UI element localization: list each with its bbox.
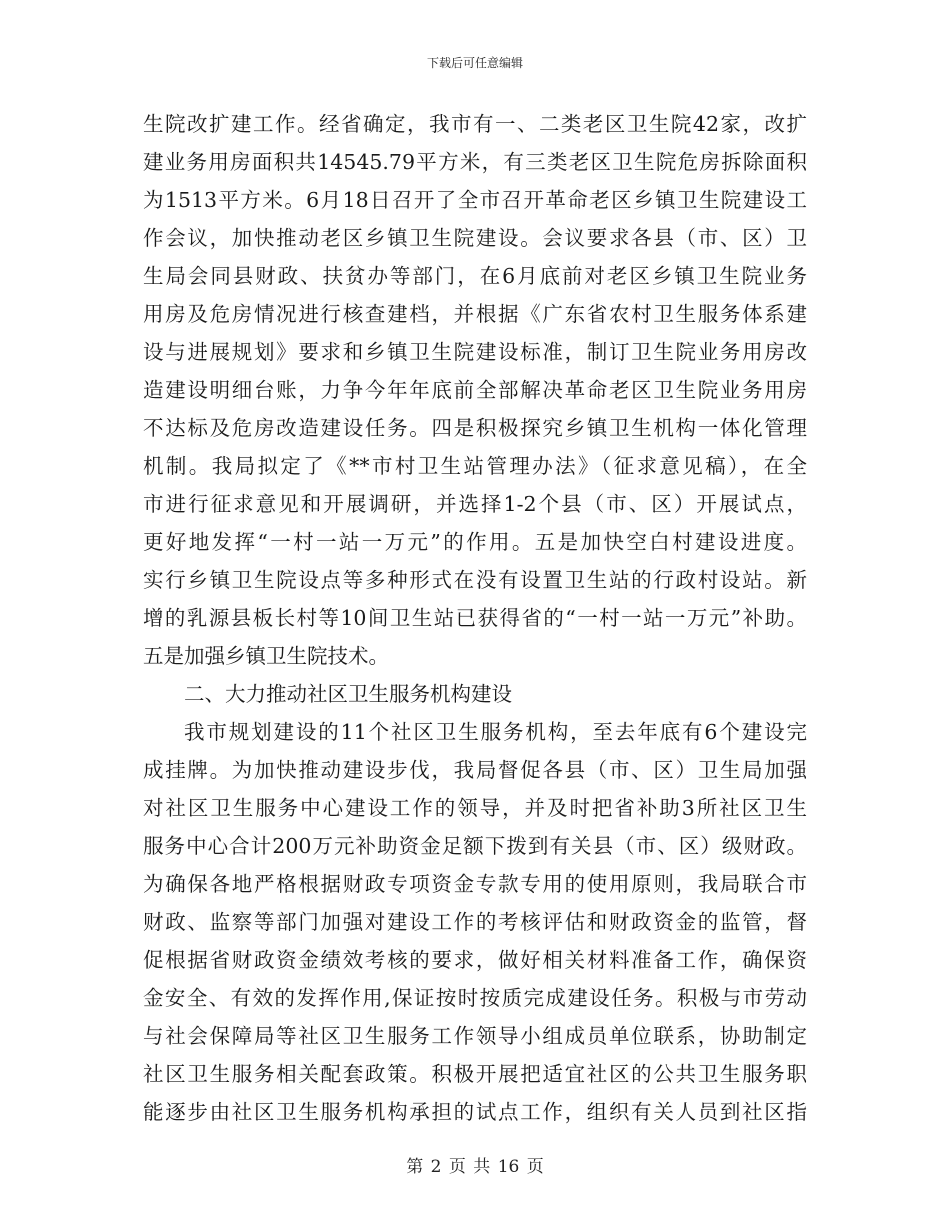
text-line: 更好地发挥“一村一站一万元”的作用。五是加快空白村建设进度。: [143, 530, 807, 554]
text-line: 为确保各地严格根据财政专项资金专款专用的使用原则，我局联合市: [143, 872, 807, 896]
text-line: 促根据省财政资金绩效考核的要求，做好相关材料准备工作，确保资: [143, 948, 807, 972]
text-line: 不达标及危房改造建设任务。四是积极探究乡镇卫生机构一体化管理: [143, 416, 807, 440]
text-line: 增的乳源县板长村等10间卫生站已获得省的“一村一站一万元”补助。: [143, 606, 807, 630]
text-line: 生局会同县财政、扶贫办等部门，在6月底前对老区乡镇卫生院业务: [143, 264, 807, 288]
document-body: [143, 105, 807, 1131]
text-line: 机制。我局拟定了《**市村卫生站管理办法》（征求意见稿），在全: [143, 454, 807, 478]
text-line: 成挂牌。为加快推动建设步伐，我局督促各县（市、区）卫生局加强: [143, 758, 807, 782]
text-line: 与社会保障局等社区卫生服务工作领导小组成员单位联系，协助制定: [143, 1024, 807, 1048]
text-line: 金安全、有效的发挥作用,保证按时按质完成建设任务。积极与市劳动: [143, 986, 807, 1010]
page-header: 下载后可任意编辑: [426, 56, 523, 70]
page-number-footer: 第 2 页 共 16 页: [406, 1157, 544, 1177]
text-line: 我市规划建设的11个社区卫生服务机构，至去年底有6个建设完: [184, 720, 807, 744]
text-line: 市进行征求意见和开展调研，并选择1-2个县（市、区）开展试点，: [143, 492, 807, 516]
text-line: 实行乡镇卫生院设点等多种形式在没有设置卫生站的行政村设站。新: [143, 568, 807, 592]
text-line: 生院改扩建工作。经省确定，我市有一、二类老区卫生院42家，改扩: [143, 112, 807, 136]
text-line: 社区卫生服务相关配套政策。积极开展把适宜社区的公共卫生服务职: [143, 1062, 807, 1086]
text-line: 建业务用房面积共14545.79平方米，有三类老区卫生院危房拆除面积: [143, 150, 807, 174]
section-heading: 二、大力推动社区卫生服务机构建设: [184, 682, 512, 706]
text-line: 财政、监察等部门加强对建设工作的考核评估和财政资金的监管，督: [143, 910, 807, 934]
text-line: 设与进展规划》要求和乡镇卫生院建设标准，制订卫生院业务用房改: [143, 340, 807, 364]
text-line: 作会议，加快推动老区乡镇卫生院建设。会议要求各县（市、区）卫: [143, 226, 807, 250]
text-line: 为1513平方米。6月18日召开了全市召开革命老区乡镇卫生院建设工: [143, 188, 807, 212]
text-line: 造建设明细台账，力争今年年底前全部解决革命老区卫生院业务用房: [143, 378, 807, 402]
text-line: 服务中心合计200万元补助资金足额下拨到有关县（市、区）级财政。: [143, 834, 807, 858]
text-line: 用房及危房情况进行核查建档，并根据《广东省农村卫生服务体系建: [143, 302, 807, 326]
text-line: 对社区卫生服务中心建设工作的领导，并及时把省补助3所社区卫生: [143, 796, 807, 820]
text-line: 能逐步由社区卫生服务机构承担的试点工作，组织有关人员到社区指: [143, 1100, 807, 1124]
text-line: 五是加强乡镇卫生院技术。: [143, 644, 389, 668]
